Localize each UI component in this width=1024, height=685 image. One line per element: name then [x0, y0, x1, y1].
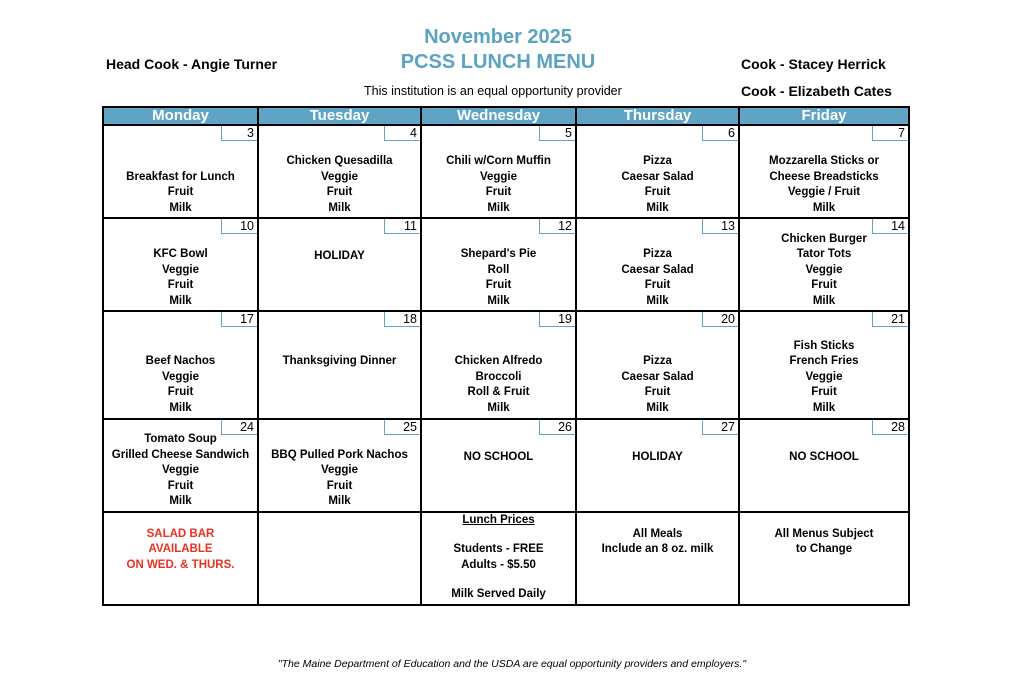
menu-item: Pizza [643, 248, 672, 261]
title-menu: PCSS LUNCH MENU [400, 51, 596, 73]
date-number: 4 [384, 126, 420, 141]
menu-item: Fruit [167, 386, 194, 399]
day-cell [258, 125, 421, 218]
menu-item: Fruit [644, 186, 671, 198]
week-row [103, 311, 909, 418]
date-number: 12 [539, 219, 575, 234]
date-number: 26 [539, 420, 575, 435]
day-cell [421, 311, 576, 418]
equal-opportunity-note: This institution is an equal opportunity provider [364, 84, 622, 98]
day-cell [739, 311, 909, 418]
milk-served-note: Milk Served Daily [451, 588, 546, 601]
price-adults: Adults - $5.50 [461, 558, 536, 571]
menu-item: Milk [646, 201, 669, 214]
week-row [103, 218, 909, 311]
salad-bar-line: ON WED. & THURS. [126, 558, 235, 571]
day-header-monday: Monday [103, 107, 258, 125]
day-header-friday: Friday [739, 107, 909, 125]
meals-note-cell [576, 512, 739, 605]
day-cell [421, 419, 576, 512]
day-cell [421, 218, 576, 311]
date-number: 21 [872, 312, 908, 327]
date-number: 24 [221, 420, 257, 435]
day-cell [739, 419, 909, 512]
day-cell [739, 218, 909, 311]
date-number: 13 [702, 219, 738, 234]
week-row [103, 419, 909, 512]
subject-note-cell [739, 512, 909, 605]
menu-item: Milk [812, 401, 836, 414]
day-cell [258, 419, 421, 512]
menu-item: Fruit [167, 279, 194, 292]
menu-item: Milk [487, 401, 510, 414]
menu-item: Fruit [167, 186, 194, 198]
menu-item: Roll [487, 263, 510, 276]
head-cook: Head Cook - Angie Turner [106, 56, 278, 72]
date-number: 6 [702, 126, 738, 141]
date-number: 25 [384, 420, 420, 435]
menu-item: Veggie [161, 263, 200, 276]
menu-item: NO SCHOOL [463, 450, 534, 463]
empty-cell [258, 512, 421, 605]
menu-item: Pizza [643, 355, 672, 368]
menu-item: Milk [328, 201, 351, 214]
menu-item: Fruit [485, 186, 512, 198]
menu-item: Milk [646, 401, 669, 414]
menu-item: Veggie [805, 263, 843, 276]
lunch-prices-cell [421, 512, 576, 605]
day-cell [258, 218, 421, 311]
price-students: Students - FREE [453, 543, 544, 556]
menu-item: HOLIDAY [632, 450, 683, 463]
menu-item: Milk [169, 294, 192, 307]
date-number: 17 [221, 312, 257, 327]
salad-bar-line: SALAD BAR [146, 527, 215, 540]
info-row [103, 512, 909, 605]
menu-item: Veggie [805, 370, 843, 383]
day-header-tuesday: Tuesday [258, 107, 421, 125]
day-cell [576, 311, 739, 418]
date-number: 18 [384, 312, 420, 327]
day-cell [576, 125, 739, 218]
menu-item: Chicken Burger [781, 232, 867, 245]
menu-item: Fruit [811, 279, 837, 292]
menu-item: Milk [646, 294, 669, 307]
date-number: 5 [539, 126, 575, 141]
menu-item: Milk [487, 201, 510, 214]
cook-2: Cook - Elizabeth Cates [741, 83, 892, 99]
menu-item: French Fries [789, 355, 859, 368]
date-number: 3 [221, 126, 257, 141]
menu-item: Chicken Quesadilla [286, 155, 393, 167]
day-cell [421, 125, 576, 218]
day-cell [103, 419, 258, 512]
date-number: 28 [872, 420, 908, 435]
menu-item: Shepard's Pie [460, 248, 537, 261]
day-cell [103, 125, 258, 218]
menu-item: Fruit [167, 479, 194, 492]
day-cell [258, 311, 421, 418]
menu-item: Chili w/Corn Muffin [446, 155, 551, 167]
menu-item: Caesar Salad [621, 370, 694, 383]
menu-item: Thanksgiving Dinner [282, 355, 397, 368]
day-cell [576, 419, 739, 512]
menu-item: Pizza [643, 155, 672, 167]
menu-item: Fruit [326, 479, 353, 492]
menu-item: Caesar Salad [621, 263, 694, 276]
lunch-menu-calendar [102, 106, 910, 606]
menu-item: Tomato Soup [144, 433, 217, 446]
weekday-header-row [103, 107, 909, 125]
menu-item: Mozzarella Sticks or [769, 155, 879, 167]
date-number: 27 [702, 420, 738, 435]
day-cell [739, 125, 909, 218]
subject-note-line: to Change [795, 543, 853, 556]
menu-item: Milk [169, 201, 192, 214]
menu-item: KFC Bowl [153, 248, 208, 261]
menu-item: Grilled Cheese Sandwich [111, 448, 250, 461]
menu-item: Veggie [320, 464, 359, 477]
menu-item: HOLIDAY [314, 250, 365, 263]
menu-item: Milk [812, 201, 836, 214]
date-number: 20 [702, 312, 738, 327]
menu-item: Milk [487, 294, 510, 307]
menu-item: Tator Tots [796, 248, 852, 261]
menu-item: Milk [169, 401, 192, 414]
footer-statement: "The Maine Department of Education and the USDA are equal opportunity providers and employers." [277, 658, 747, 670]
menu-item: Fish Sticks [793, 339, 855, 352]
subject-note-line: All Menus Subject [774, 527, 874, 540]
salad-bar-line: AVAILABLE [148, 543, 213, 556]
menu-item: Chicken Alfredo [454, 355, 543, 368]
menu-item: Veggie [479, 170, 518, 183]
menu-item: Fruit [485, 279, 512, 292]
menu-item: Fruit [644, 386, 671, 399]
day-cell [103, 218, 258, 311]
menu-item: Milk [328, 495, 351, 508]
date-number: 7 [872, 126, 908, 141]
date-number: 11 [384, 219, 420, 234]
menu-item: Milk [169, 495, 192, 508]
cook-1: Cook - Stacey Herrick [741, 56, 886, 72]
salad-bar-cell [103, 512, 258, 605]
day-cell [103, 311, 258, 418]
lunch-prices-title: Lunch Prices [462, 513, 535, 526]
date-number: 19 [539, 312, 575, 327]
menu-item: Broccoli [475, 370, 522, 383]
title-month: November 2025 [424, 26, 572, 48]
menu-item: Veggie [320, 170, 359, 183]
menu-item: Fruit [326, 186, 353, 198]
menu-item: Fruit [644, 279, 671, 292]
menu-item: Breakfast for Lunch [126, 170, 235, 183]
day-header-thursday: Thursday [576, 107, 739, 125]
menu-item: Beef Nachos [145, 355, 216, 368]
menu-item: Roll & Fruit [467, 386, 530, 399]
menu-item: Veggie [161, 464, 200, 477]
menu-item: BBQ Pulled Pork Nachos [271, 448, 408, 461]
meals-note-line: All Meals [632, 527, 683, 540]
date-number: 14 [872, 219, 908, 234]
menu-item: NO SCHOOL [789, 450, 859, 463]
menu-item: Veggie / Fruit [787, 186, 861, 198]
menu-item: Milk [812, 294, 836, 307]
meals-note-line: Include an 8 oz. milk [601, 543, 714, 556]
menu-item: Caesar Salad [621, 170, 694, 183]
menu-item: Veggie [161, 370, 200, 383]
date-number: 10 [221, 219, 257, 234]
week-row [103, 125, 909, 218]
day-header-wednesday: Wednesday [421, 107, 576, 125]
day-cell [576, 218, 739, 311]
menu-item: Cheese Breadsticks [769, 170, 879, 183]
menu-item: Fruit [811, 386, 837, 399]
